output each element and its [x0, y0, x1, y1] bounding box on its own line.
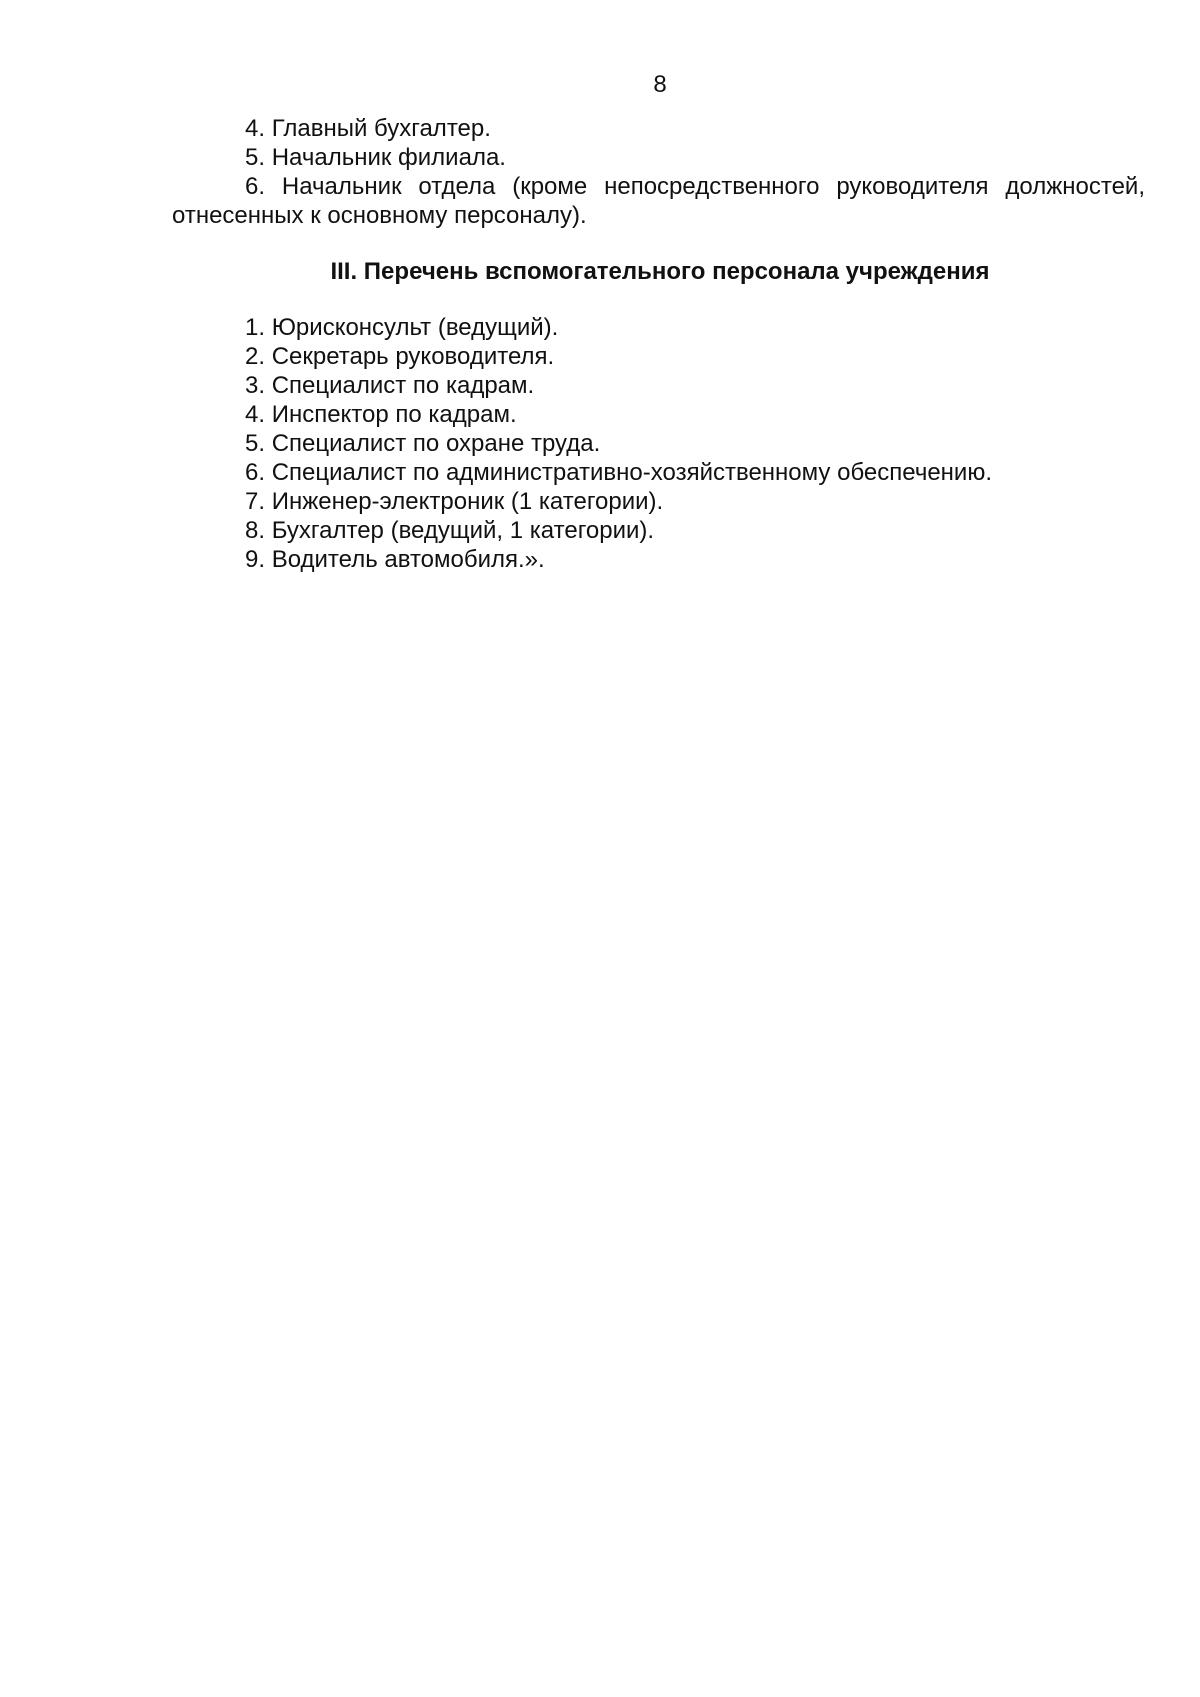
list-item-number: 8.: [245, 517, 266, 544]
list-item-text: Секретарь руководителя.: [271, 343, 555, 370]
list-item-text: Главный бухгалтер.: [271, 115, 491, 142]
list-item-number: 4.: [245, 115, 266, 142]
list-item-number: 4.: [245, 401, 266, 428]
list-item-text: Специалист по административно-хозяйственному обеспечению.: [271, 459, 992, 486]
list-item: [245, 516, 1145, 545]
list-item: [172, 114, 1145, 143]
list-item: [245, 313, 1145, 342]
list-item-text: Специалист по кадрам.: [271, 372, 535, 399]
list-item-number: 9.: [245, 546, 266, 573]
list-item: [245, 429, 1145, 458]
auxiliary-staff-list: [245, 313, 1145, 574]
list-item: [172, 172, 1145, 230]
list-item-text: Инспектор по кадрам.: [271, 401, 517, 428]
list-item: [245, 458, 1145, 487]
list-item-number: 7.: [245, 488, 266, 515]
list-item: [245, 371, 1145, 400]
list-item-number: 6.: [245, 459, 266, 486]
list-item-text: Юрисконсульт (ведущий).: [271, 314, 559, 341]
list-item-number: 5.: [245, 144, 266, 171]
list-item: [245, 545, 1145, 574]
list-item-text: Начальник филиала.: [271, 144, 506, 171]
section-title: III. Перечень вспомогательного персонала учреждения: [330, 258, 990, 285]
list-item-number: 1.: [245, 314, 266, 341]
list-item: [245, 342, 1145, 371]
list-item-text: Специалист по охране труда.: [271, 430, 601, 457]
list-item: [172, 143, 1145, 172]
list-item: [245, 487, 1145, 516]
list-item-number: 2.: [245, 343, 266, 370]
list-item-number: 5.: [245, 430, 266, 457]
list-item-number: 3.: [245, 372, 266, 399]
page-number: 8: [653, 71, 667, 98]
previous-list: [172, 114, 1145, 230]
list-item-text: Бухгалтер (ведущий, 1 категории).: [271, 517, 655, 544]
list-item-text: Начальник отдела (кроме непосредственного руководителя должностей, отнесенных к основному персоналу).: [172, 173, 1145, 229]
list-item-number: 6.: [245, 173, 266, 200]
list-item-text: Инженер-электроник (1 категории).: [271, 488, 664, 515]
list-item-text: Водитель автомобиля.».: [271, 546, 545, 573]
list-item: [245, 400, 1145, 429]
